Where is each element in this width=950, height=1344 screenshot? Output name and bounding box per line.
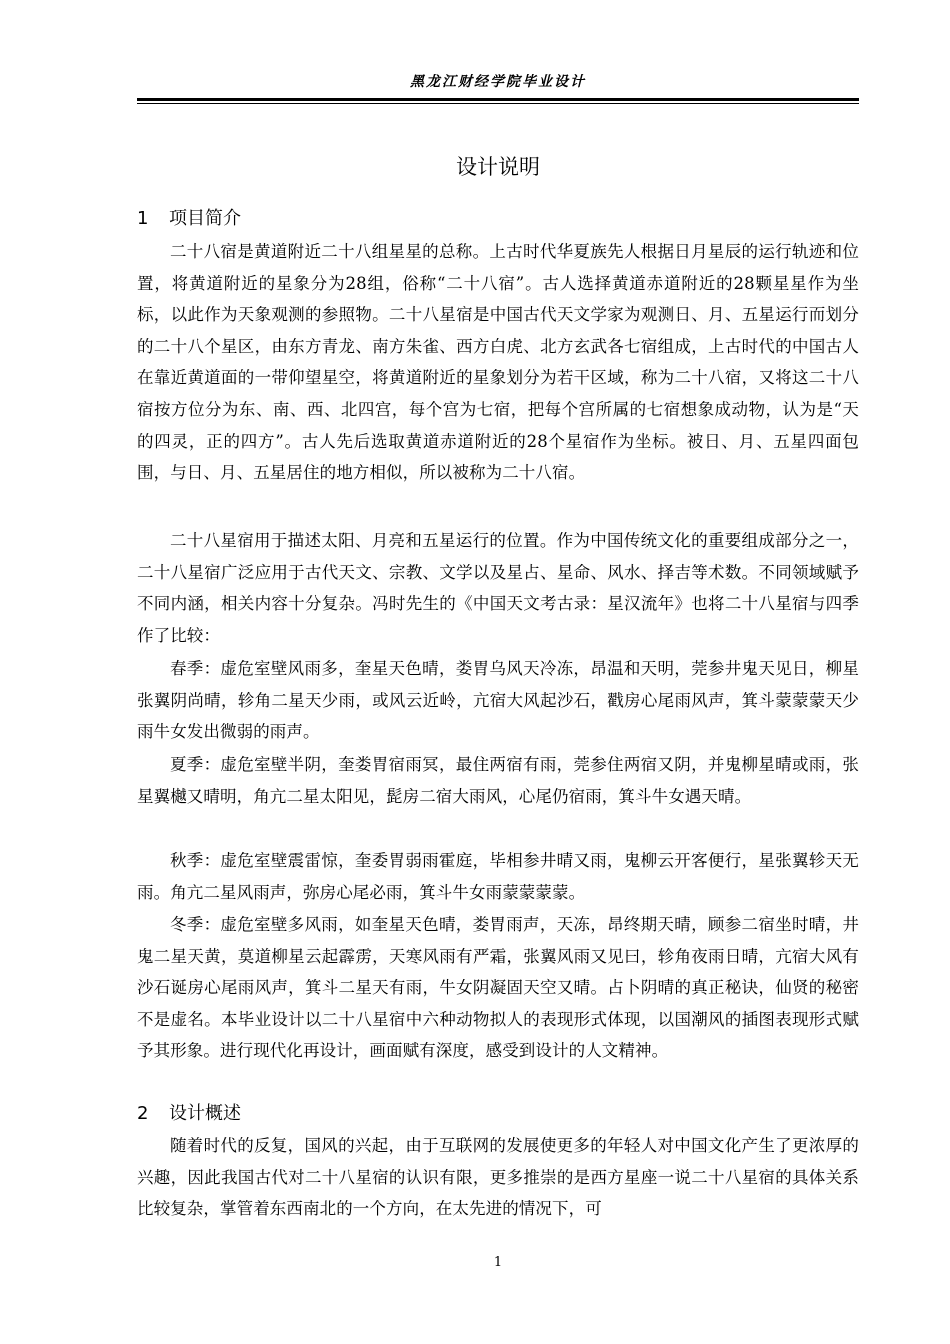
section-number: 1 (137, 208, 149, 229)
section-title: 设计概述 (169, 1103, 241, 1124)
paragraph-winter: 冬季：虚危室壁多风雨，如奎星天色晴，娄胃雨声，天冻，昂终期天晴，顾参二宿坐时晴，井鬼二星天黄，莫道柳星云起霹雳，天寒风雨有严霜，张翼风雨又见曰，轸角夜雨日晴，亢宿大风有沙石诞房心尾雨风声，箕斗二星天有雨，牛女阴凝固天空又晴。占卜阴晴的真正秘诀，仙贤的秘密不是虚名。本毕业设计以二十八星宿中六种动物拟人的表现形式体现，以国潮风的插图表现形式赋予其形象。进行现代化再设计，画面赋有深度，感受到设计的人文精神。 (137, 915, 859, 1061)
paragraph-autumn: 秋季：虚危室壁震雷惊，奎委胃弱雨霍庭，毕相参井晴又雨，鬼柳云开客便行，星张翼轸天无雨。角亢二星风雨声，弥房心尾必雨，箕斗牛女雨蒙蒙蒙蒙。 (137, 851, 859, 902)
page-number: 1 (493, 1255, 503, 1270)
running-header: 黑龙江财经学院毕业设计 (410, 74, 586, 90)
paragraph-spring: 春季：虚危室壁风雨多，奎星天色晴，娄胃乌风天冷冻，昂温和天明，莞参井鬼天见日，柳星张翼阴尚晴，轸角二星天少雨，或风云近岭，亢宿大风起沙石，戳房心尾雨风声，箕斗蒙蒙蒙天少雨牛女发出微弱的雨声。 (137, 659, 859, 742)
paragraph-intro-2: 二十八星宿用于描述太阳、月亮和五星运行的位置。作为中国传统文化的重要组成部分之一，二十八星宿广泛应用于古代天文、宗教、文学以及星占、星命、风水、择吉等术数。不同领域赋予不同内涵，相关内容十分复杂。冯时先生的《中国天文考古录：星汉流年》也将二十八星宿与四季作了比较： (137, 531, 859, 645)
section-heading-1 (137, 204, 859, 234)
paragraph-intro-1: 二十八宿是黄道附近二十八组星星的总称。上古时代华夏族先人根据日月星辰的运行轨迹和位置，将黄道附近的星象分为28组，俗称“二十八宿”。古人选择黄道赤道附近的28颗星星作为坐标，以此作为天象观测的参照物。二十八星宿是中国古代天文学家为观测日、月、五星运行而划分的二十八个星区，由东方青龙、南方朱雀、西方白虎、北方玄武各七宿组成，上古时代的中国古人在靠近黄道面的一带仰望星空，将黄道附近的星象划分为若干区域，称为二十八宿，又将这二十八宿按方位分为东、南、西、北四宫，每个宫为七宿，把每个宫所属的七宿想象成动物，认为是“天的四灵，正的四方”。古人先后选取黄道赤道附近的28个星宿作为坐标。被日、月、五星四面包围，与日、月、五星居住的地方相似，所以被称为二十八宿。 (137, 242, 859, 483)
document-title: 设计说明 (456, 155, 540, 179)
header-rule-thick (137, 98, 859, 101)
section-title: 项目简介 (169, 208, 241, 229)
section-number: 2 (137, 1103, 149, 1124)
section-heading-2 (137, 1099, 859, 1129)
paragraph-summer: 夏季：虚危室壁半阴，奎娄胃宿雨冥，最住两宿有雨，莞参住两宿又阴，并鬼柳星晴或雨，张星翼樾又晴明，角亢二星太阳见，髭房二宿大雨风，心尾仍宿雨，箕斗牛女遇天晴。 (137, 755, 859, 806)
header-rule-thin (137, 103, 859, 104)
paragraph-overview-1: 随着时代的反复，国风的兴起，由于互联网的发展使更多的年轻人对中国文化产生了更浓厚的兴趣，因此我国古代对二十八星宿的认识有限，更多推崇的是西方星座一说二十八星宿的具体关系比较复杂，掌管着东西南北的一个方向，在太先进的情况下，可 (137, 1136, 859, 1219)
